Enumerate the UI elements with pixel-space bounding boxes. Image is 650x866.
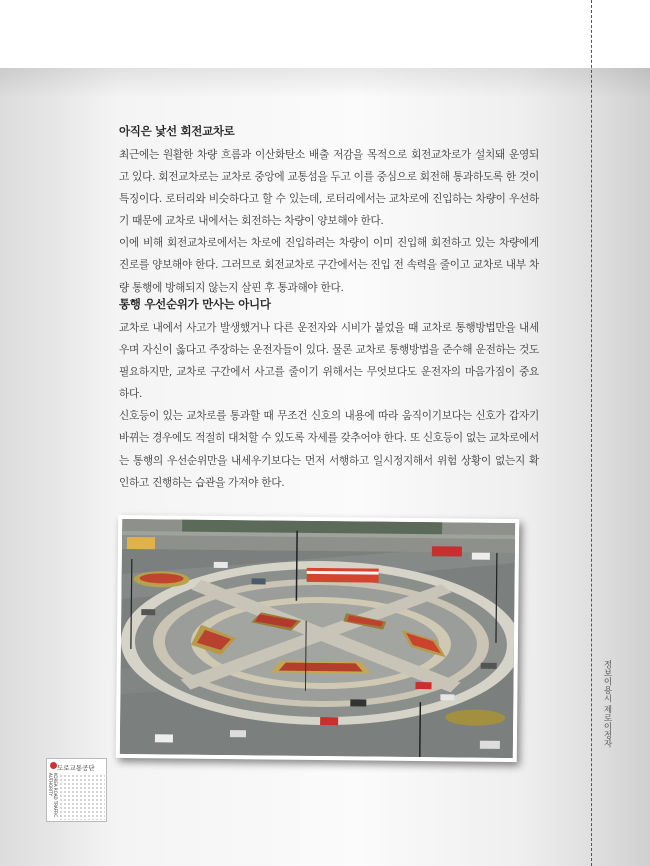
section-paragraph: 최근에는 원활한 차량 흐름과 이산화탄소 배출 저감을 목적으로 회전교차로가 설치돼 운영되고 있다. 회전교차로는 교차로 중앙에 교통섬을 두고 이를 중심으로 회전해 통과하도록 한 것이 특징이다. 로터리와 비슷하다고 할 수 있는데, 로터리에서는 교차로에 진입하는 차량이 우선하기 때문에 교차로 내에서는 회전하는 차량이 양보해야 한다.	[119, 149, 539, 228]
side-caption: 정보이용시 제로이정자	[602, 660, 612, 748]
section-priority	[119, 296, 539, 494]
roundabout-photo	[116, 515, 520, 762]
section-title: 아직은 낯선 회전교차로	[119, 124, 235, 138]
koroad-logo	[46, 758, 107, 822]
section-paragraph: 교차로 내에서 사고가 발생했거나 다른 운전자와 시비가 붙었을 때 교차로 통행방법만을 내세우며 자신이 옳다고 주장하는 운전자들이 있다. 물론 교차로 통행방법을 준수해 운전하는 것도 필요하지만, 교차로 구간에서 사고를 줄이기 위해서는 무엇보다도 운전자의 마음가짐이 중요하다.	[119, 322, 539, 401]
logo-side-text: KOREA ROAD TRAFFIC AUTHORITY	[48, 773, 58, 818]
logo-emblem-icon	[50, 762, 57, 769]
qr-code-icon	[59, 774, 105, 820]
section-paragraph: 이에 비해 회전교차로에서는 차로에 진입하려는 차량이 이미 진입해 회전하고 있는 차량에게 진로를 양보해야 한다. 그러므로 회전교차로 구간에서는 진입 전 속력을 줄이고 교차로 내부 차량 통행에 방해되지 않는지 살핀 후 통과해야 한다.	[119, 237, 539, 294]
section-paragraph: 신호등이 있는 교차로를 통과할 때 무조건 신호의 내용에 따라 움직이기보다는 신호가 갑자기 바뀌는 경우에도 적절히 대처할 수 있도록 자세를 갖추어야 한다. 또 신호등이 없는 교차로에서는 통행의 우선순위만을 내세우기보다는 먼저 서행하고 일시정지해서 위험 상황이 없는지 확인하고 진행하는 습관을 가져야 한다.	[119, 410, 539, 489]
page-top-shadow	[0, 68, 650, 98]
dotted-margin-line	[591, 0, 592, 866]
section-roundabout	[119, 123, 539, 299]
top-blank-area	[0, 0, 650, 68]
logo-title: 도로교통공단	[57, 764, 95, 772]
section-title: 통행 우선순위가 만사는 아니다	[119, 297, 271, 311]
roundabout-aerial-image	[120, 519, 515, 758]
